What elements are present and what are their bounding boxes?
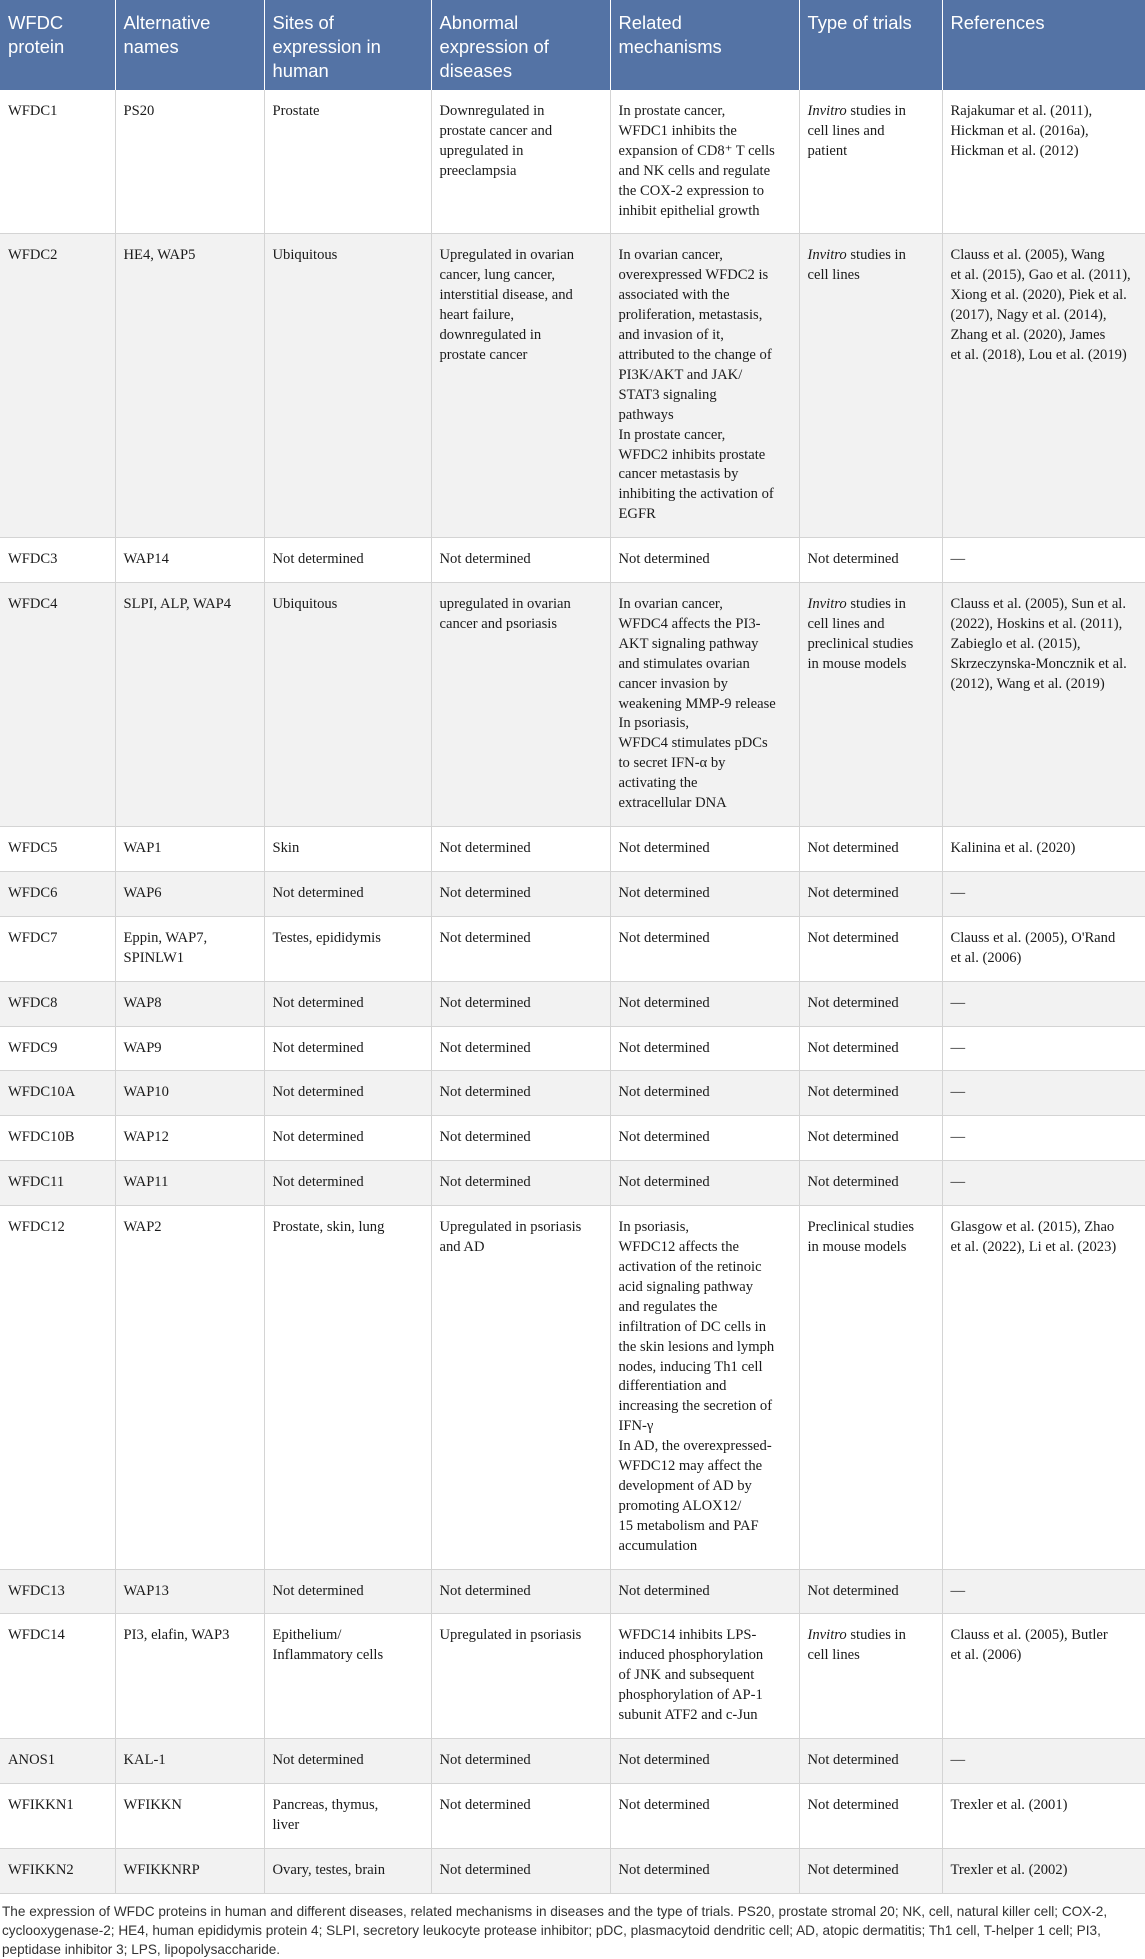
cell-abnormal-expression: Not determined — [431, 916, 610, 981]
cell-alternative-names: SLPI, ALP, WAP4 — [115, 583, 264, 827]
cell-mechanisms: Not determined — [610, 538, 799, 583]
cell-sites: Not determined — [264, 1071, 431, 1116]
cell-sites: Pancreas, thymus, liver — [264, 1783, 431, 1848]
cell-alternative-names: KAL-1 — [115, 1739, 264, 1784]
cell-protein: WFDC5 — [0, 827, 115, 872]
table-row — [0, 1614, 1145, 1739]
cell-protein: WFDC8 — [0, 981, 115, 1026]
table-row — [0, 827, 1145, 872]
cell-trial-type: Not determined — [799, 1783, 942, 1848]
table-row — [0, 1783, 1145, 1848]
cell-sites: Skin — [264, 827, 431, 872]
table-row — [0, 1569, 1145, 1614]
cell-mechanisms: Not determined — [610, 1739, 799, 1784]
cell-trial-type: Not determined — [799, 1161, 942, 1206]
cell-protein: WFDC14 — [0, 1614, 115, 1739]
cell-alternative-names: WAP10 — [115, 1071, 264, 1116]
cell-protein: WFDC4 — [0, 583, 115, 827]
cell-sites: Not determined — [264, 1026, 431, 1071]
cell-mechanisms: Not determined — [610, 1783, 799, 1848]
cell-references: — — [942, 1071, 1145, 1116]
table-row — [0, 1848, 1145, 1893]
cell-sites: Testes, epididymis — [264, 916, 431, 981]
cell-sites: Epithelium/ Inflammatory cells — [264, 1614, 431, 1739]
cell-trial-type: Preclinical studies in mouse models — [799, 1206, 942, 1569]
cell-abnormal-expression: Not determined — [431, 1739, 610, 1784]
cell-references: — — [942, 538, 1145, 583]
cell-sites: Not determined — [264, 538, 431, 583]
table-row — [0, 981, 1145, 1026]
cell-sites: Not determined — [264, 1161, 431, 1206]
cell-sites: Not determined — [264, 1739, 431, 1784]
cell-references: Kalinina et al. (2020) — [942, 827, 1145, 872]
cell-mechanisms: In ovarian cancer, overexpressed WFDC2 is associated with the proliferation, metastasis, and invasion of it, attributed to the change of PI3K/AKT and JAK/ STAT3 signaling pathways In prostate cancer, WFDC2 inhibits prostate cancer metastasis by inhibiting the activation of EGFR — [610, 234, 799, 538]
cell-abnormal-expression: Not determined — [431, 1848, 610, 1893]
cell-protein: WFIKKN1 — [0, 1783, 115, 1848]
cell-abnormal-expression: Downregulated in prostate cancer and upregulated in preeclampsia — [431, 90, 610, 234]
table-row — [0, 1116, 1145, 1161]
cell-mechanisms: Not determined — [610, 1116, 799, 1161]
cell-protein: WFDC11 — [0, 1161, 115, 1206]
cell-trial-type: Not determined — [799, 916, 942, 981]
cell-abnormal-expression: Upregulated in ovarian cancer, lung cancer, interstitial disease, and heart failure, downregulated in prostate cancer — [431, 234, 610, 538]
cell-references: Trexler et al. (2001) — [942, 1783, 1145, 1848]
cell-trial-type: Not determined — [799, 1569, 942, 1614]
cell-trial-type: Not determined — [799, 1848, 942, 1893]
cell-abnormal-expression: Not determined — [431, 981, 610, 1026]
table-row — [0, 1161, 1145, 1206]
table-header — [0, 0, 1145, 90]
cell-protein: WFDC13 — [0, 1569, 115, 1614]
cell-abnormal-expression: Not determined — [431, 1161, 610, 1206]
cell-references: Clauss et al. (2005), Butler et al. (2006) — [942, 1614, 1145, 1739]
cell-sites: Ubiquitous — [264, 583, 431, 827]
cell-mechanisms: Not determined — [610, 1161, 799, 1206]
cell-abnormal-expression: Not determined — [431, 1783, 610, 1848]
cell-alternative-names: WAP2 — [115, 1206, 264, 1569]
cell-sites: Ovary, testes, brain — [264, 1848, 431, 1893]
cell-protein: WFDC12 — [0, 1206, 115, 1569]
cell-abnormal-expression: Not determined — [431, 827, 610, 872]
cell-trial-type: Invitro studies in cell lines and preclinical studies in mouse models — [799, 583, 942, 827]
cell-protein: WFDC3 — [0, 538, 115, 583]
cell-trial-type: Invitro studies in cell lines — [799, 234, 942, 538]
cell-trial-type: Not determined — [799, 1026, 942, 1071]
cell-references: Rajakumar et al. (2011), Hickman et al. (2016a), Hickman et al. (2012) — [942, 90, 1145, 234]
cell-mechanisms: WFDC14 inhibits LPS- induced phosphorylation of JNK and subsequent phosphorylation of AP-1 subunit ATF2 and c-Jun — [610, 1614, 799, 1739]
cell-trial-type: Not determined — [799, 981, 942, 1026]
cell-mechanisms: Not determined — [610, 871, 799, 916]
cell-trial-type: Not determined — [799, 827, 942, 872]
cell-protein: WFDC10B — [0, 1116, 115, 1161]
cell-protein: WFDC6 — [0, 871, 115, 916]
cell-alternative-names: Eppin, WAP7, SPINLW1 — [115, 916, 264, 981]
cell-references: — — [942, 1116, 1145, 1161]
cell-protein: WFDC2 — [0, 234, 115, 538]
table-footnote: The expression of WFDC proteins in human and different diseases, related mechanisms in diseases and the type of trials. PS20, prostate stromal 20; NK, cell, natural killer cell; COX-2, cyclooxygenase-2; HE4, human epididymis protein 4; SLPI, secretory leukocyte protease inhibitor; pDC, plasmacytoid dendritic cell; AD, atopic dermatitis; Th1 cell, T-helper 1 cell; PI3, peptidase inhibitor 3; LPS, lipopolysaccharide. — [2, 1903, 1108, 1957]
cell-mechanisms: Not determined — [610, 1569, 799, 1614]
table-row — [0, 1739, 1145, 1784]
cell-alternative-names: WFIKKNRP — [115, 1848, 264, 1893]
cell-abnormal-expression: Not determined — [431, 1026, 610, 1071]
cell-mechanisms: Not determined — [610, 916, 799, 981]
header-type-of-trials: Type of trials — [799, 0, 942, 90]
cell-sites: Ubiquitous — [264, 234, 431, 538]
cell-abnormal-expression: upregulated in ovarian cancer and psoriasis — [431, 583, 610, 827]
cell-sites: Not determined — [264, 1116, 431, 1161]
cell-abnormal-expression: Upregulated in psoriasis and AD — [431, 1206, 610, 1569]
cell-trial-type: Not determined — [799, 1739, 942, 1784]
cell-sites: Prostate — [264, 90, 431, 234]
table-row — [0, 871, 1145, 916]
cell-alternative-names: WAP11 — [115, 1161, 264, 1206]
cell-alternative-names: WAP9 — [115, 1026, 264, 1071]
cell-references: Clauss et al. (2005), Sun et al. (2022), Hoskins et al. (2011), Zabieglo et al. (2015), Skrzeczynska-Moncznik et al. (2012), Wang et al. (2019) — [942, 583, 1145, 827]
cell-sites: Not determined — [264, 1569, 431, 1614]
cell-references: Trexler et al. (2002) — [942, 1848, 1145, 1893]
cell-references: — — [942, 1161, 1145, 1206]
table-row — [0, 90, 1145, 234]
table-row — [0, 538, 1145, 583]
cell-mechanisms: Not determined — [610, 1071, 799, 1116]
cell-sites: Prostate, skin, lung — [264, 1206, 431, 1569]
header-alternative-names: Alternative names — [115, 0, 264, 90]
table-row — [0, 1206, 1145, 1569]
cell-alternative-names: WAP1 — [115, 827, 264, 872]
cell-mechanisms: Not determined — [610, 1026, 799, 1071]
cell-mechanisms: In ovarian cancer, WFDC4 affects the PI3- AKT signaling pathway and stimulates ovarian cancer invasion by weakening MMP-9 release In psoriasis, WFDC4 stimulates pDCs to secret IFN-α by activating the extracellular DNA — [610, 583, 799, 827]
cell-trial-type: Invitro studies in cell lines and patient — [799, 90, 942, 234]
table-row — [0, 916, 1145, 981]
cell-references: — — [942, 1026, 1145, 1071]
header-abnormal-expression: Abnormal expression of diseases — [431, 0, 610, 90]
cell-references: — — [942, 1569, 1145, 1614]
table-row — [0, 1071, 1145, 1116]
cell-mechanisms: Not determined — [610, 981, 799, 1026]
cell-references: Clauss et al. (2005), Wang et al. (2015), Gao et al. (2011), Xiong et al. (2020), Piek et al. (2017), Nagy et al. (2014), Zhang et al. (2020), James et al. (2018), Lou et al. (2019) — [942, 234, 1145, 538]
table-row — [0, 234, 1145, 538]
cell-protein: ANOS1 — [0, 1739, 115, 1784]
cell-mechanisms: In psoriasis, WFDC12 affects the activation of the retinoic acid signaling pathway and regulates the infiltration of DC cells in the skin lesions and lymph nodes, inducing Th1 cell differentiation and increasing the secretion of IFN-γ In AD, the overexpressed- WFDC12 may affect the development of AD by promoting ALOX12/ 15 metabolism and PAF accumulation — [610, 1206, 799, 1569]
cell-alternative-names: PI3, elafin, WAP3 — [115, 1614, 264, 1739]
cell-trial-type: Not determined — [799, 1071, 942, 1116]
cell-trial-type: Not determined — [799, 538, 942, 583]
cell-alternative-names: WAP12 — [115, 1116, 264, 1161]
cell-alternative-names: PS20 — [115, 90, 264, 234]
header-wfdc-protein: WFDC protein — [0, 0, 115, 90]
cell-alternative-names: WAP8 — [115, 981, 264, 1026]
table-row — [0, 583, 1145, 827]
cell-abnormal-expression: Not determined — [431, 871, 610, 916]
cell-references: — — [942, 981, 1145, 1026]
cell-alternative-names: WAP13 — [115, 1569, 264, 1614]
cell-abnormal-expression: Not determined — [431, 538, 610, 583]
cell-references: Glasgow et al. (2015), Zhao et al. (2022), Li et al. (2023) — [942, 1206, 1145, 1569]
cell-protein: WFDC9 — [0, 1026, 115, 1071]
cell-trial-type: Invitro studies in cell lines — [799, 1614, 942, 1739]
cell-references: — — [942, 1739, 1145, 1784]
header-related-mechanisms: Related mechanisms — [610, 0, 799, 90]
header-sites-of-expression: Sites of expression in human — [264, 0, 431, 90]
cell-trial-type: Not determined — [799, 871, 942, 916]
cell-mechanisms: Not determined — [610, 1848, 799, 1893]
cell-protein: WFIKKN2 — [0, 1848, 115, 1893]
cell-protein: WFDC1 — [0, 90, 115, 234]
table-body — [0, 90, 1145, 1893]
cell-trial-type: Not determined — [799, 1116, 942, 1161]
cell-mechanisms: In prostate cancer, WFDC1 inhibits the expansion of CD8⁺ T cells and NK cells and regulate the COX-2 expression to inhibit epithelial growth — [610, 90, 799, 234]
cell-protein: WFDC10A — [0, 1071, 115, 1116]
cell-references: Clauss et al. (2005), O'Rand et al. (2006) — [942, 916, 1145, 981]
cell-alternative-names: WAP6 — [115, 871, 264, 916]
header-references: References — [942, 0, 1145, 90]
cell-sites: Not determined — [264, 871, 431, 916]
cell-protein: WFDC7 — [0, 916, 115, 981]
cell-abnormal-expression: Not determined — [431, 1071, 610, 1116]
cell-sites: Not determined — [264, 981, 431, 1026]
table-row — [0, 1026, 1145, 1071]
cell-abnormal-expression: Not determined — [431, 1116, 610, 1161]
header-row — [0, 0, 1145, 90]
cell-abnormal-expression: Not determined — [431, 1569, 610, 1614]
cell-alternative-names: WAP14 — [115, 538, 264, 583]
cell-references: — — [942, 871, 1145, 916]
cell-alternative-names: WFIKKN — [115, 1783, 264, 1848]
cell-alternative-names: HE4, WAP5 — [115, 234, 264, 538]
cell-mechanisms: Not determined — [610, 827, 799, 872]
cell-abnormal-expression: Upregulated in psoriasis — [431, 1614, 610, 1739]
